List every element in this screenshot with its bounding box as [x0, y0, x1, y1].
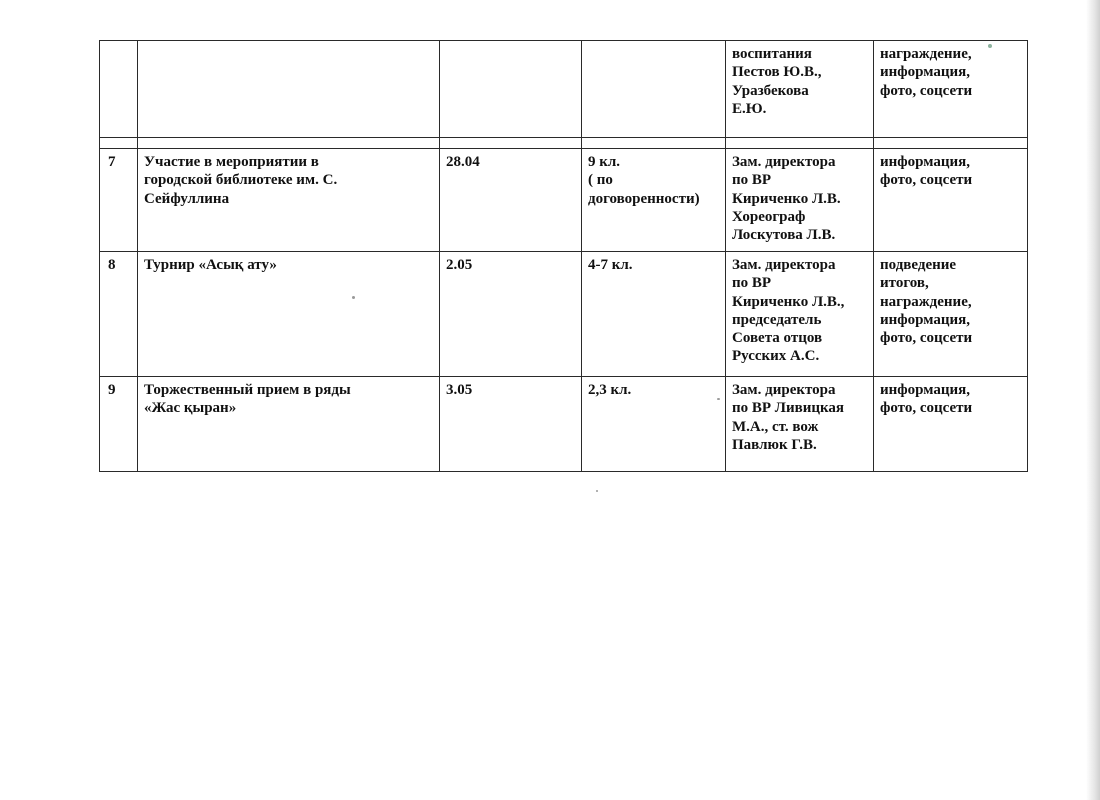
cell-participants: 9 кл. ( по договоренности): [582, 149, 726, 252]
scan-speck: [352, 296, 355, 299]
table-row-spacer: [100, 138, 1028, 149]
cell-reporting: награждение, информация, фото, соцсети: [874, 41, 1028, 138]
cell-responsible: Зам. директора по ВР Ливицкая М.А., ст. вож Павлюк Г.В.: [726, 377, 874, 472]
cell-num: 8: [100, 252, 138, 377]
table-row: [100, 252, 1028, 377]
cell-event: Участие в мероприятии в городской библиотеке им. С. Сейфуллина: [138, 149, 440, 252]
cell-participants: 4-7 кл.: [582, 252, 726, 377]
cell-event: Торжественный прием в ряды «Жас қыран»: [138, 377, 440, 472]
scan-speck: [717, 398, 720, 400]
cell-reporting: подведение итогов, награждение, информация, фото, соцсети: [874, 252, 1028, 377]
cell-num: [100, 41, 138, 138]
event-plan-table: [99, 40, 1028, 472]
cell-responsible: Зам. директора по ВР Кириченко Л.В. Хореограф Лоскутова Л.В.: [726, 149, 874, 252]
table-row-continued: [100, 41, 1028, 138]
table-row: [100, 149, 1028, 252]
cell-event: [138, 41, 440, 138]
scan-edge-shadow: [1086, 0, 1100, 800]
cell-date: 3.05: [440, 377, 582, 472]
cell-reporting: информация, фото, соцсети: [874, 149, 1028, 252]
cell-num: 9: [100, 377, 138, 472]
cell-event: Турнир «Асық ату»: [138, 252, 440, 377]
cell-date: 2.05: [440, 252, 582, 377]
cell-participants: [582, 41, 726, 138]
table-row: [100, 377, 1028, 472]
scan-speck: [596, 490, 598, 492]
cell-date: 28.04: [440, 149, 582, 252]
cell-responsible: Зам. директора по ВР Кириченко Л.В., председатель Совета отцов Русских А.С.: [726, 252, 874, 377]
scan-speck: [988, 44, 992, 48]
cell-responsible: воспитания Пестов Ю.В., Уразбекова Е.Ю.: [726, 41, 874, 138]
cell-date: [440, 41, 582, 138]
cell-num: 7: [100, 149, 138, 252]
cell-participants: 2,3 кл.: [582, 377, 726, 472]
cell-reporting: информация, фото, соцсети: [874, 377, 1028, 472]
